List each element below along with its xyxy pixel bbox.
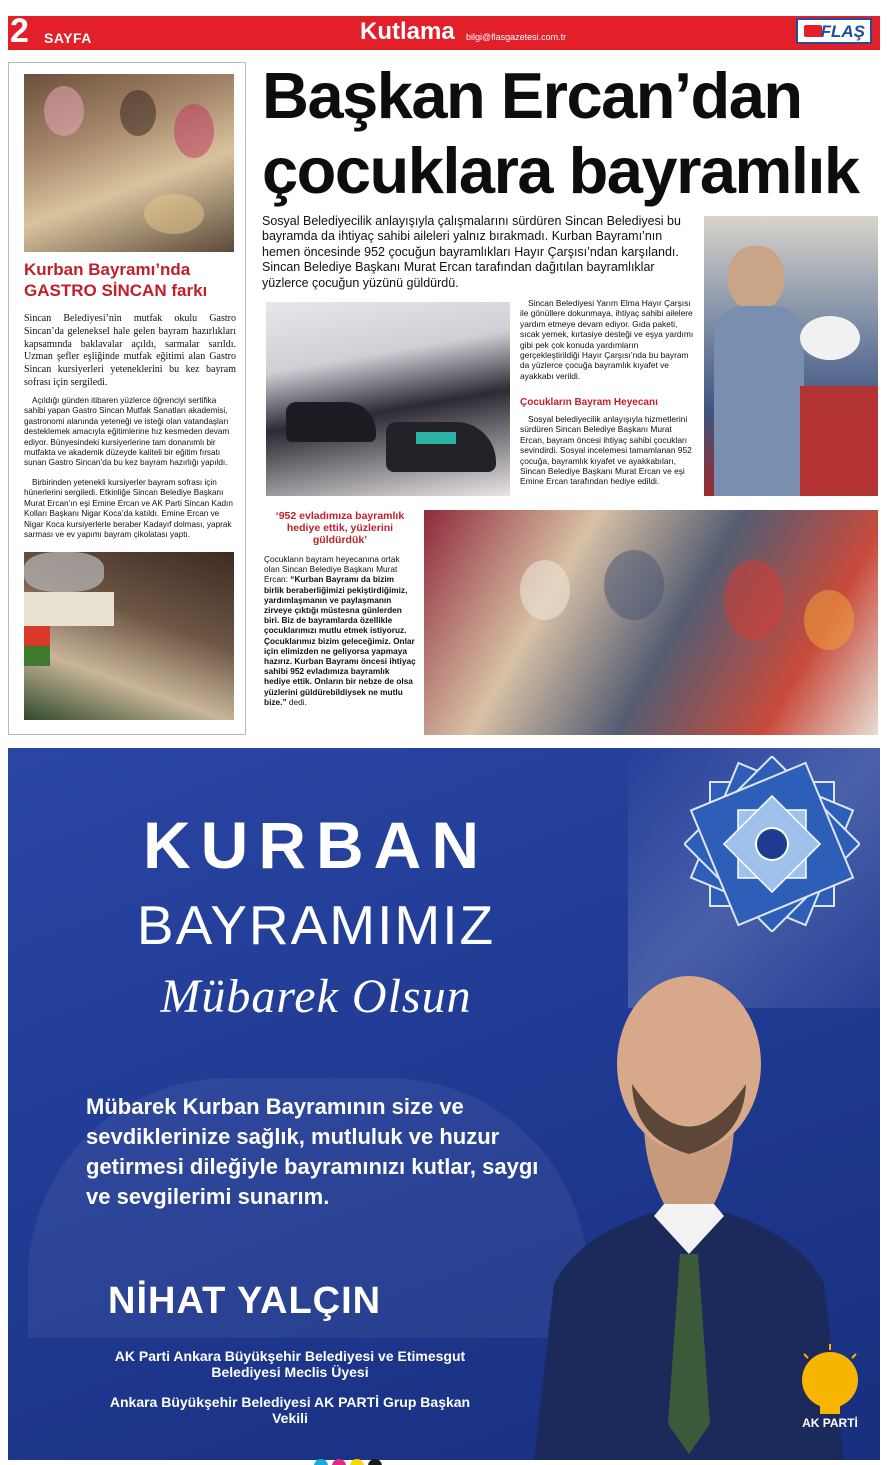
mayor-child-photo: [704, 216, 878, 496]
contact-email[interactable]: bilgi@flasgazetesi.com.tr: [466, 32, 567, 42]
newspaper-logo[interactable]: [796, 18, 872, 44]
page-label: SAYFA: [44, 30, 92, 46]
registration-marks: [314, 1459, 386, 1465]
politician-role: Ankara Büyükşehir Belediyesi AK PARTİ Grup Başkan Vekili: [109, 1394, 471, 1426]
article-lead: Sosyal Belediyecilik anlayışıyla çalışmalarını sürdüren Sincan Belediyesi bu bayramda da ihtiyaç sahibi aileleri yalnız bırakmadı. Kurban Bayramı’nın hemen öncesinde 952 çocuğun bayramlıkları Hayır Çarşısı’ndan karşılandı. Sincan Belediye Başkanı Murat Ercan tarafından dağıtılan bayramlıklar yüzlerce çocuğun yüzünü güldürdü.: [262, 214, 681, 290]
quote-headline: ‘952 evladımıza bayramlık hediye ettik, yüzlerini güldürdük’: [275, 510, 405, 546]
black-mark: [368, 1459, 382, 1465]
shoes-photo: [266, 302, 510, 496]
quote-text: “Kurban Bayramı da bizim birlik beraberliğimizi pekiştirdiğimiz, yardımlaşmanın ve paylaşmanın zirveye çıktığı müstesna günlerden biri. Biz de bayramlarda özellikle çocuklarımızı mutlu etmek istiyoruz. Çocuklarımız bizim geleceğimiz. Onlar için elimizden ne geliyorsa yapmaya hazırız. Kurban Bayramı öncesi ihtiyaç sahibi 952 evladımıza bayramlık hediye ettik. Onların bir nebze de olsa yüzlerini güldürebildiysek ne mutlu bize.”: [264, 574, 416, 707]
gastro-kitchen-photo: [24, 74, 234, 252]
yellow-mark: [350, 1459, 364, 1465]
cooking-photo: [24, 552, 234, 720]
politician-role: AK Parti Ankara Büyükşehir Belediyesi ve Etimesgut Belediyesi Meclis Üyesi: [114, 1348, 466, 1380]
article-column-text: Sincan Belediyesi Yarım Elma Hayır Çarşısı ile gönüllere dokunmaya, ihtiyaç sahibi ailelere yardım etmeye devam ediyor. Gıda paketi, sıcak yemek, kırtasiye desteği ve eşya yardımı gibi pek çok konuda yardımların gerçekleştirildiği Hayır Çarşısı’nda bu bayram da yüzlerce çocuğa bayramlık kıyafet ve ayakkabı verildi.: [520, 298, 694, 381]
logo-text: FLAŞ: [820, 22, 865, 41]
star-ornament-icon: [684, 756, 860, 932]
magenta-mark: [332, 1459, 346, 1465]
sidebar-lead: Sincan Belediyesi’nin mutfak okulu Gastro Sincan’da geleneksel hale gelen bayram hazırlıkları kapsamında baklavalar açıldı, sarmalar sarıldı. Uzman şefler eşliğinde mutfak eğitimi alan Gastro Sincan kursiyerleri yeteneklerini bu kez bayram sofrası için sergiledi.: [24, 313, 236, 388]
page-number: 2: [10, 12, 29, 50]
holiday-advert: [8, 748, 880, 1460]
sidebar-paragraph: Açıldığı günden itibaren yüzlerce öğrenciyi sertifika sahibi yapan Gastro Sincan Mutfak Sanatları akademisi, gastronomi alanında yeteneği ve isteği olan vatandaşları desteklemek amacıyla eğitimlerine hız kesmeden devam ediyor. Bünyesindeki kursiyerlerine tam donanımlı bir mutfakta ve akademik düzeyde kaliteli bir eğitim fırsatı sunan Gastro Sincan’da bu kez bayram hazırlığı yapıldı.: [24, 396, 230, 468]
ad-title-bayram: BAYRAMIMIZ: [136, 894, 496, 956]
ad-script-title: Mübarek Olsun: [160, 970, 472, 1023]
sidebar-headline: Kurban Bayramı’nda GASTRO SİNCAN farkı: [24, 260, 208, 300]
quote-body: [264, 554, 416, 707]
ad-message: Mübarek Kurban Bayramının size ve sevdiklerinize sağlık, mutluluk ve huzur getirmesi dileğiyle bayramınızı kutlar, saygı ve sevgilerimi sunarım.: [86, 1094, 539, 1209]
article-column-text: Sosyal belediyecilik anlayışıyla hizmetlerini sürdüren Sincan Belediye Başkanı Murat Ercan, bayram öncesi ihtiyaç sahibi çocukları sevindirdi. Sosyal incelemesi tamamlanan 952 çocuğa, bayramlık kıyafet ve ayakkabıları, Sincan Belediye Başkanı Murat Ercan ve eşi Emine Ercan tarafından hediye edildi.: [520, 414, 692, 487]
quote-end: dedi.: [286, 696, 307, 707]
flag-icon: [804, 25, 822, 37]
ad-title-kurban: KURBAN: [143, 808, 489, 882]
article-headline: Başkan Ercan’dan çocuklara bayramlık: [262, 59, 859, 207]
sidebar-paragraph: Birbirinden yetenekli kursiyerler bayram sofrası için hünerlerini sergiledi. Etkinliğe Sincan Belediye Başkanı Murat Ercan’ın eşi Emine Ercan ve AK Parti Sincan Kadın Kolları Başkanı Nigar Koca’da katıldı. Emine Ercan ve Nigar Koca kursiyerlerle beraber Kadayıf dolması, yaprak sarması ve ev yapımı bayram çikolatası yaptı.: [24, 478, 233, 540]
ak-parti-label: AK PARTİ: [802, 1416, 858, 1430]
cyan-mark: [314, 1459, 328, 1465]
article-subheading: Çocukların Bayram Heyecanı: [520, 397, 658, 408]
politician-name: NİHAT YALÇIN: [108, 1280, 382, 1322]
shopping-photo: [424, 510, 878, 735]
section-title: Kutlama: [360, 18, 455, 45]
quote-intro: Çocukların bayram heyecanına ortak olan Sincan Belediye Başkanı Murat Ercan:: [264, 554, 400, 585]
